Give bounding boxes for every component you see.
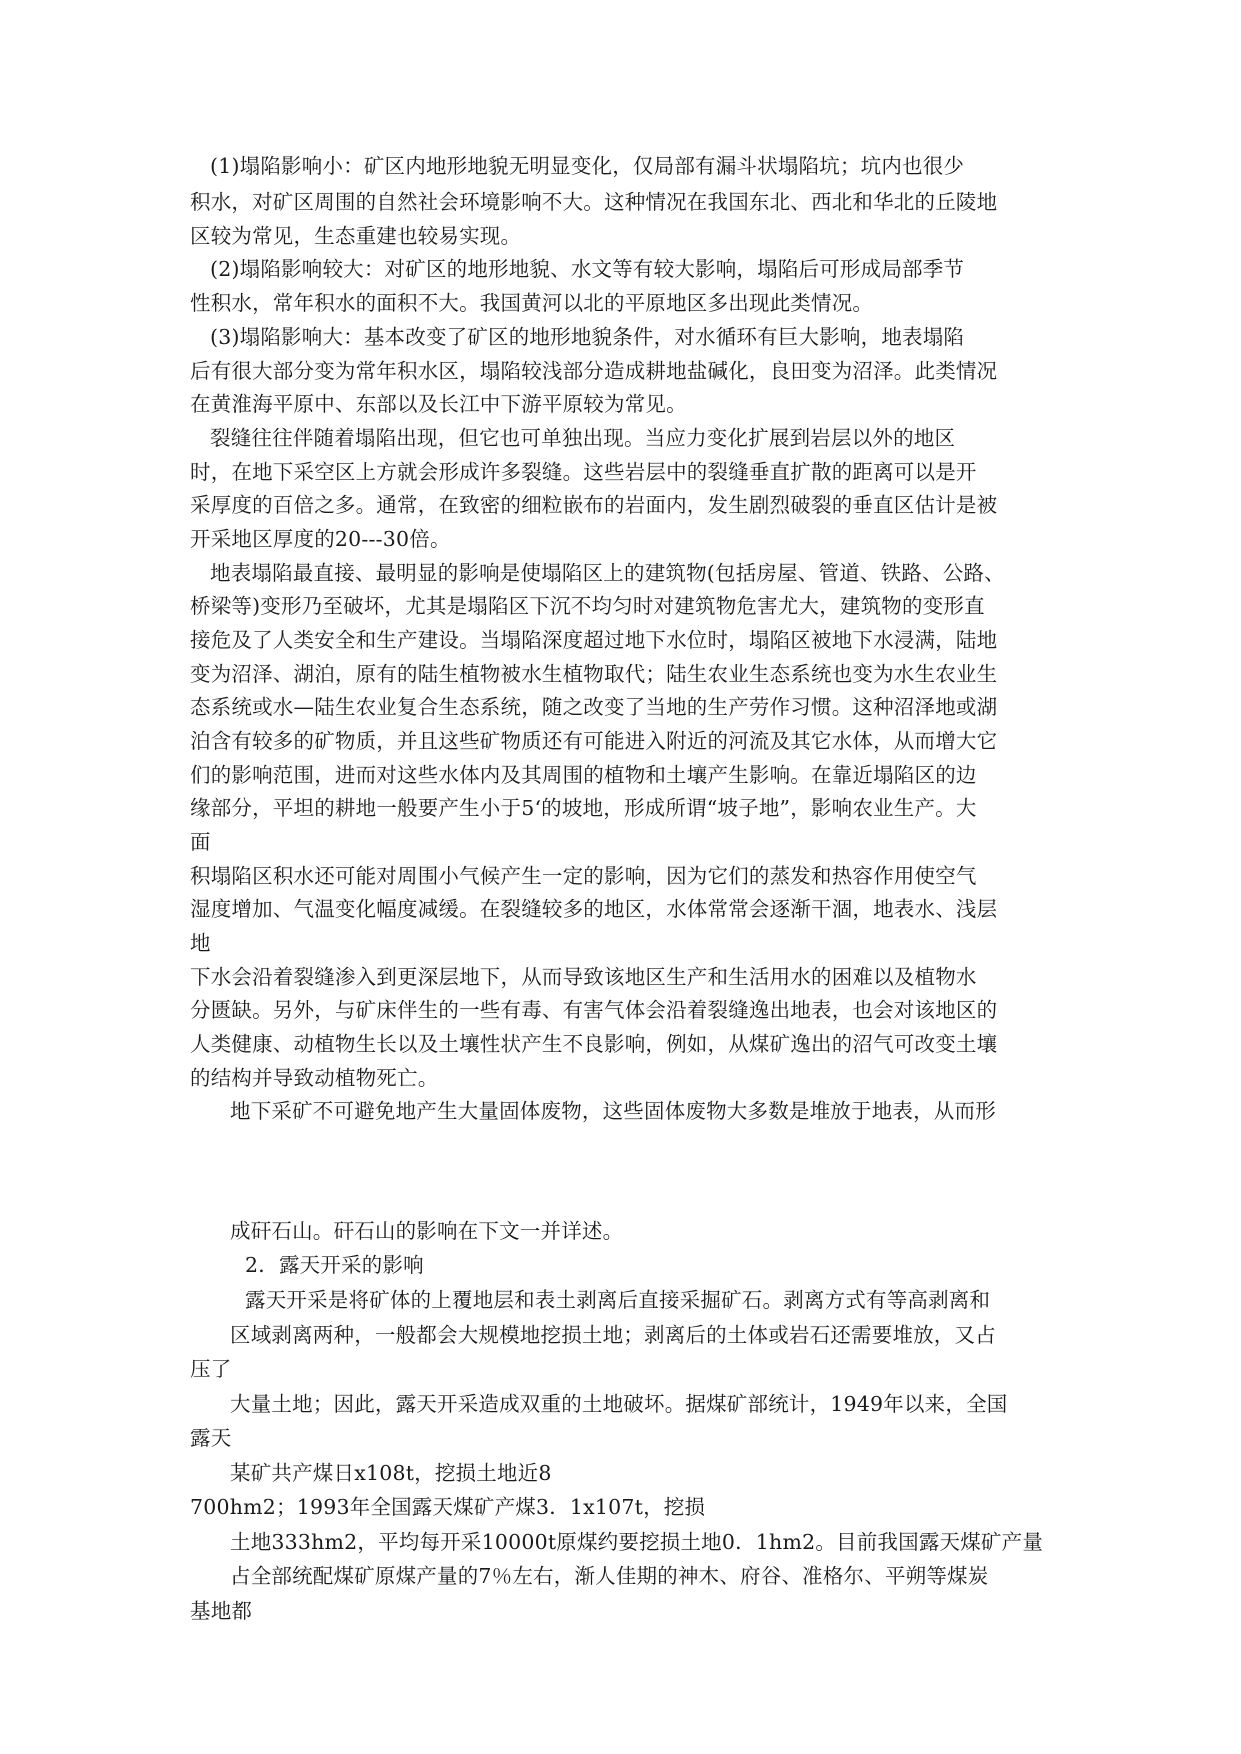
text-line: 积水，对矿区周围的自然社会环境影响不大。这种情况在我国东北、西北和华北的丘陵地 (190, 190, 998, 214)
section-heading: 2．露天开采的影响 (245, 1253, 424, 1277)
text-line: 露天 (190, 1426, 232, 1450)
text-line: 下水会沿着裂缝渗入到更深层地下，从而导致该地区生产和生活用水的困难以及植物水 (190, 965, 977, 989)
text-line: 大量土地；因此，露天开采造成双重的土地破坏。据煤矿部统计，1949年以来，全国 (230, 1392, 1008, 1416)
text-line: (2)塌陷影响较大：对矿区的地形地貌、水文等有较大影响，塌陷后可形成局部季节 (210, 257, 965, 281)
text-line: 泊含有较多的矿物质，并且这些矿物质还有可能进入附近的河流及其它水体，从而增大它 (190, 729, 998, 753)
text-line: 人类健康、动植物生长以及土壤性状产生不良影响，例如，从煤矿逸出的沼气可改变土壤 (190, 1032, 998, 1056)
text-line: 的结构并导致动植物死亡。 (190, 1066, 439, 1090)
text-line: (3)塌陷影响大：基本改变了矿区的地形地貌条件，对水循环有巨大影响，地表塌陷 (210, 325, 965, 349)
text-line: 时，在地下采空区上方就会形成许多裂缝。这些岩层中的裂缝垂直扩散的距离可以是开 (190, 460, 977, 484)
text-line: 700hm2；1993年全国露天煤矿产煤3．1x107t，挖损 (190, 1495, 706, 1519)
text-line: 态系统或水—陆生农业复合生态系统，随之改变了当地的生产劳作习惯。这种沼泽地或湖 (190, 695, 998, 719)
text-line: 土地333hm2，平均每开采10000t原煤约要挖损土地0．1hm2。目前我国露天煤矿产量 (230, 1530, 1044, 1554)
text-line: 区域剥离两种，一般都会大规模地挖损土地；剥离后的土体或岩石还需要堆放，又占 (230, 1323, 996, 1347)
text-line: 开采地区厚度的20---30倍。 (190, 527, 451, 551)
text-line: 地下采矿不可避免地产生大量固体废物，这些固体废物大多数是堆放于地表，从而形 (230, 1099, 996, 1123)
text-line: 基地都 (190, 1599, 253, 1623)
text-line: 湿度增加、气温变化幅度减缓。在裂缝较多的地区，水体常常会逐渐干涸，地表水、浅层 (190, 897, 998, 921)
text-line: 们的影响范围，进而对这些水体内及其周围的植物和土壤产生影响。在靠近塌陷区的边 (190, 763, 977, 787)
text-line: 压了 (190, 1357, 232, 1381)
text-line: 桥梁等)变形乃至破坏，尤其是塌陷区下沉不均匀时对建筑物危害尤大，建筑物的变形直 (190, 594, 985, 618)
text-line: 裂缝往往伴随着塌陷出现，但它也可单独出现。当应力变化扩展到岩层以外的地区 (210, 426, 956, 450)
text-line: 接危及了人类安全和生产建设。当塌陷深度超过地下水位时，塌陷区被地下水浸满，陆地 (190, 628, 998, 652)
text-line: 采厚度的百倍之多。通常，在致密的细粒嵌布的岩面内，发生剧烈破裂的垂直区估计是被 (190, 493, 998, 517)
text-line: 后有很大部分变为常年积水区，塌陷较浅部分造成耕地盐碱化，良田变为沼泽。此类情况 (190, 359, 998, 383)
text-line: 变为沼泽、湖泊，原有的陆生植物被水生植物取代；陆生农业生态系统也变为水生农业生 (190, 662, 998, 686)
text-line: 某矿共产煤日x108t，挖损土地近8 (230, 1461, 552, 1485)
text-line: 缘部分，平坦的耕地一般要产生小于5‘的坡地，形成所谓“坡子地”，影响农业生产。大 (190, 796, 977, 820)
text-line: 分匮缺。另外，与矿床伴生的一些有毒、有害气体会沿着裂缝逸出地表，也会对该地区的 (190, 998, 998, 1022)
text-line: 在黄淮海平原中、东部以及长江中下游平原较为常见。 (190, 392, 687, 416)
text-line: 地表塌陷最直接、最明显的影响是使塌陷区上的建筑物(包括房屋、管道、铁路、公路、 (210, 561, 1005, 585)
text-line: 露天开采是将矿体的上覆地层和表土剥离后直接采掘矿石。剥离方式有等高剥离和 (245, 1288, 991, 1312)
text-line: 占全部统配煤矿原煤产量的7％左右，渐人佳期的神木、府谷、准格尔、平朔等煤炭 (230, 1564, 989, 1588)
text-line: (1)塌陷影响小：矿区内地形地貌无明显变化，仅局部有漏斗状塌陷坑；坑内也很少 (210, 154, 965, 178)
text-line: 成矸石山。矸石山的影响在下文一并详述。 (230, 1219, 624, 1243)
text-line: 面 (190, 830, 211, 854)
text-line: 区较为常见，生态重建也较易实现。 (190, 224, 522, 248)
text-line: 地 (190, 931, 211, 955)
text-line: 积塌陷区积水还可能对周围小气候产生一定的影响，因为它们的蒸发和热容作用使空气 (190, 864, 977, 888)
text-line: 性积水，常年积水的面积不大。我国黄河以北的平原地区多出现此类情况。 (190, 291, 874, 315)
